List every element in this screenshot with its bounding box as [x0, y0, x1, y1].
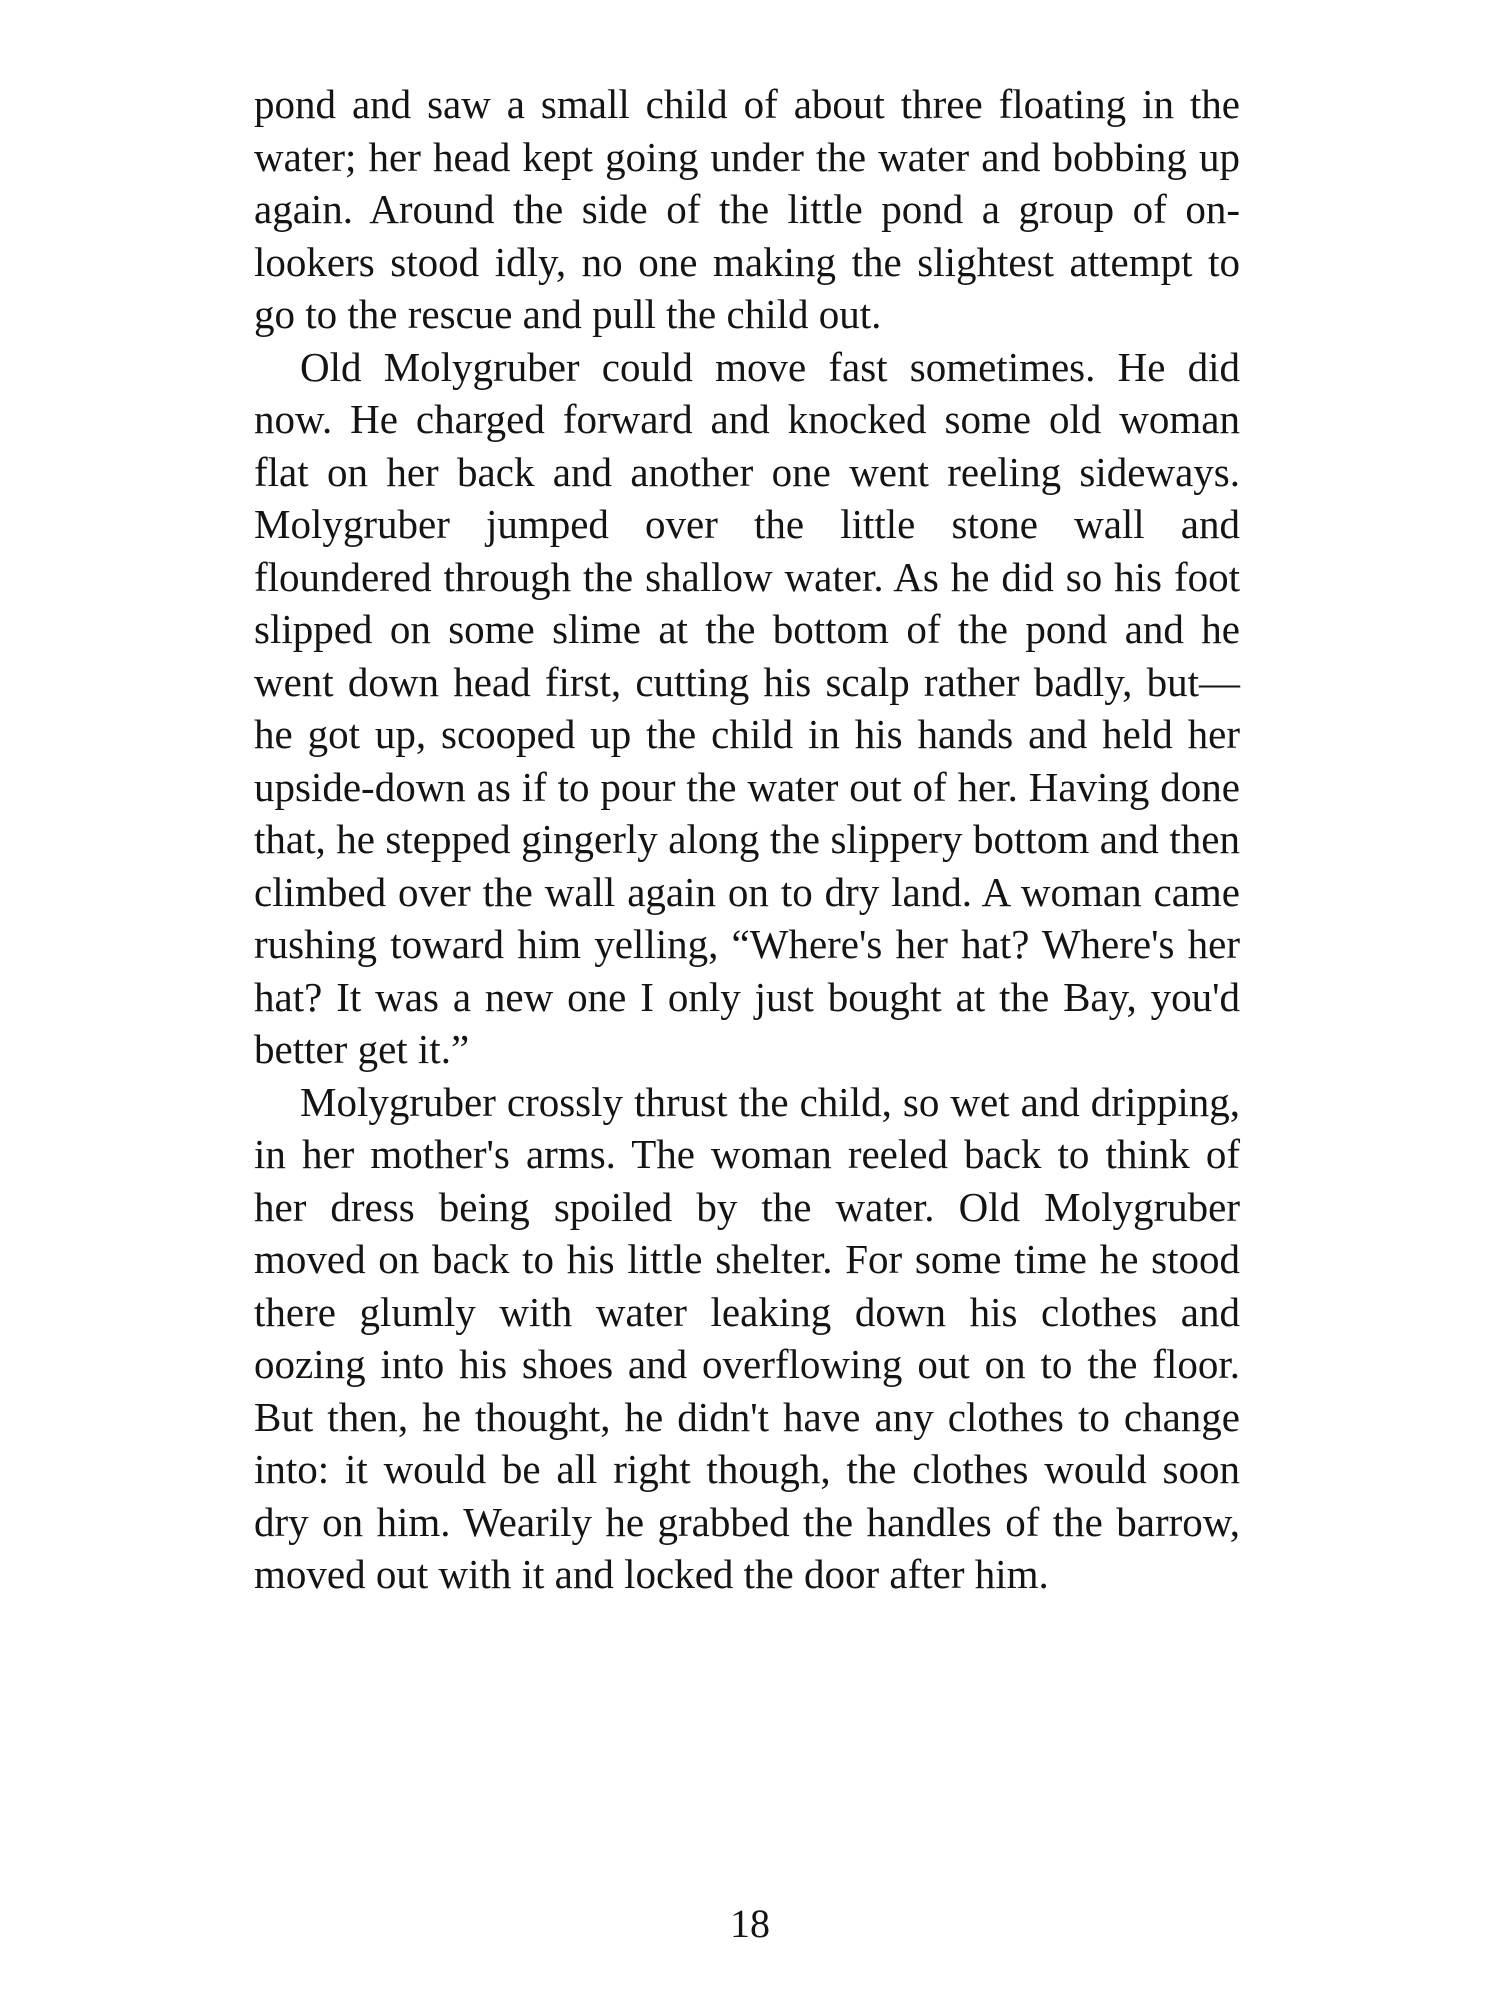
- paragraph: Molygruber crossly thrust the child, so wet and dripping, in her mother's arms. The woman reeled back to think of her dress being spoiled by the water. Old Molygruber moved on back to his little shelter. For some time he stood there glumly with water leaking down his clothes and oozing into his shoes and overflowing out on to the floor. But then, he thought, he didn't have any clothes to change into: it would be all right though, the clothes would soon dry on him. Wearily he grabbed the handles of the barrow, moved out with it and locked the door after him.: [254, 1078, 1240, 1597]
- page-number: 18: [730, 1901, 770, 1946]
- paragraph: Old Molygruber could move fast sometimes. He did now. He charged forward and knocked some old woman flat on her back and another one went reeling sideways. Molygruber jumped over the little stone wall and floundered through the shallow water. As he did so his foot slipped on some slime at the bottom of the pond and he went down head first, cutting his scalp rather badly, but—he got up, scooped up the child in his hands and held her upside-down as if to pour the water out of her. Having done that, he stepped gingerly along the slippery bottom and then climbed over the wall again on to dry land. A woman came rushing toward him yelling, “Where's her hat? Where's her hat? It was a new one I only just bought at the Bay, you'd better get it.”: [254, 343, 1240, 1072]
- body-text: [254, 78, 1240, 1601]
- paragraph-continued: pond and saw a small child of about three floating in the water; her head kept going under the water and bobbing up again. Around the side of the little pond a group of on-lookers stood idly, no one making the slightest attempt to go to the rescue and pull the child out.: [254, 81, 1240, 337]
